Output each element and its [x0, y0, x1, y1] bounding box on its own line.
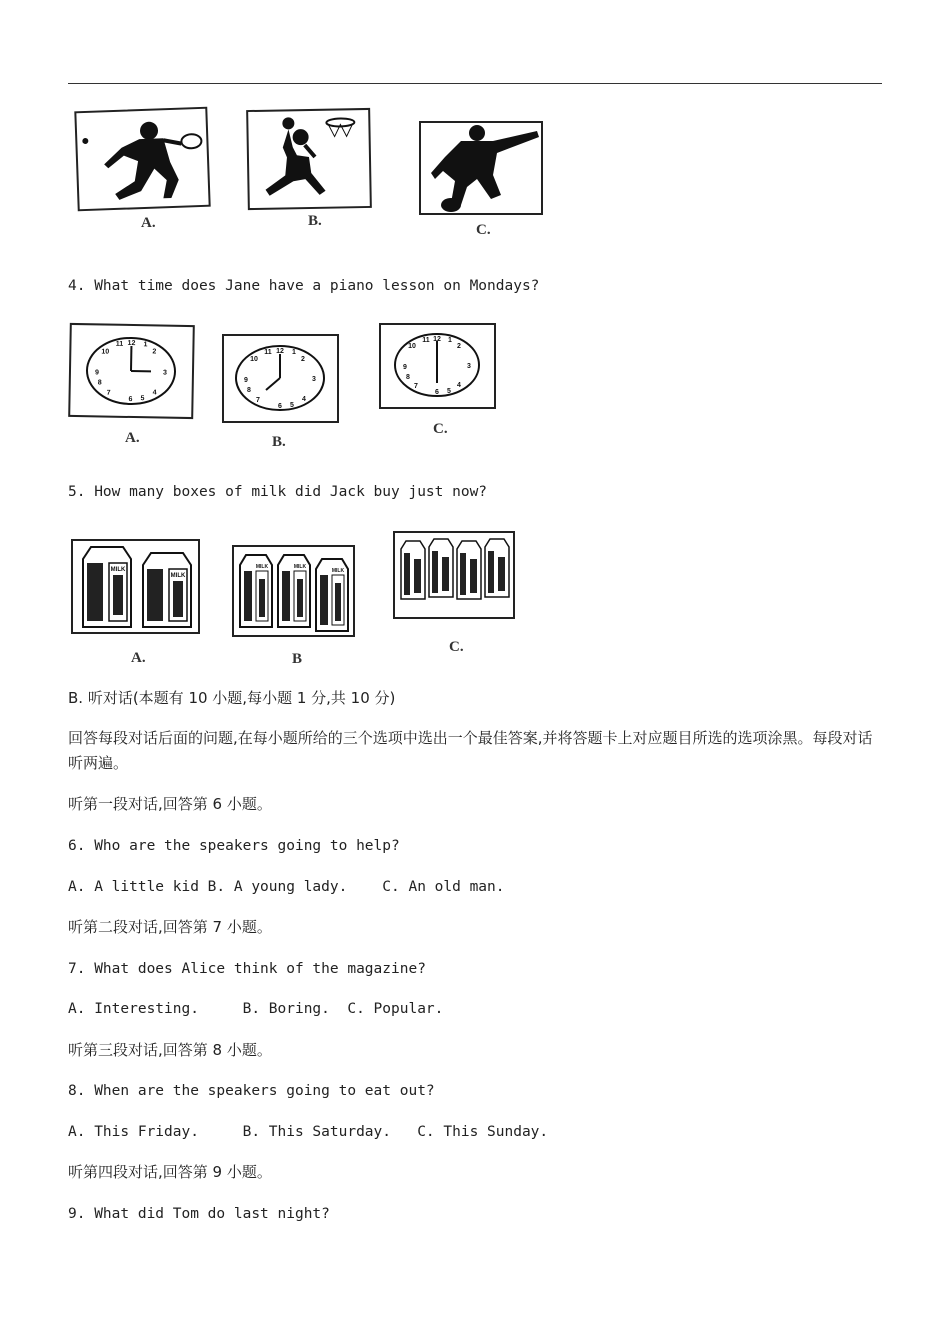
- q4-option-a-image: [68, 323, 195, 419]
- dialog-2-heading: 听第二段对话,回答第 7 小题。: [68, 918, 272, 936]
- svg-text:1: 1: [292, 349, 296, 356]
- svg-text:10: 10: [408, 343, 416, 350]
- q5-option-b-label: B: [292, 651, 303, 667]
- svg-text:9: 9: [94, 369, 99, 377]
- milk-carton-icon: [73, 541, 198, 632]
- svg-text:7: 7: [256, 397, 260, 404]
- q5-option-a-image: [71, 539, 200, 634]
- svg-text:6: 6: [278, 403, 282, 410]
- svg-text:MILK: MILK: [293, 564, 307, 570]
- svg-text:7: 7: [414, 383, 418, 390]
- q8-options: A. This Friday. B. This Saturday. C. This Sunday.: [68, 1124, 549, 1140]
- tennis-player-icon: [76, 109, 208, 209]
- milk-carton-icon: [234, 547, 353, 635]
- svg-text:3: 3: [467, 363, 471, 370]
- q3-option-a-label: A.: [141, 215, 156, 231]
- svg-text:8: 8: [406, 374, 410, 381]
- svg-text:12: 12: [276, 348, 284, 355]
- svg-text:11: 11: [422, 337, 430, 344]
- svg-text:10: 10: [101, 348, 110, 356]
- dialog-1-heading: 听第一段对话,回答第 6 小题。: [68, 795, 272, 813]
- q5-option-a-label: A.: [131, 650, 146, 666]
- q7-question: 7. What does Alice think of the magazine?: [68, 961, 426, 977]
- milk-carton-icon: [395, 533, 513, 617]
- svg-text:2: 2: [457, 343, 461, 350]
- q9-question: 9. What did Tom do last night?: [68, 1206, 330, 1222]
- svg-text:8: 8: [247, 387, 251, 394]
- svg-text:6: 6: [435, 389, 439, 396]
- q6-question: 6. Who are the speakers going to help?: [68, 838, 400, 854]
- svg-text:9: 9: [403, 364, 407, 371]
- q3-option-b-label: B.: [308, 213, 322, 229]
- clock-icon: [70, 325, 193, 417]
- q7-options: A. Interesting. B. Boring. C. Popular.: [68, 1001, 444, 1017]
- svg-text:4: 4: [457, 382, 461, 389]
- svg-text:4: 4: [302, 396, 306, 403]
- section-b-instructions: 回答每段对话后面的问题,在每小题所给的三个选项中选出一个最佳答案,并将答题卡上对应题目所选的选项涂黑。每段对话听两遍。: [68, 729, 873, 772]
- q3-option-b-image: [246, 108, 372, 210]
- soccer-player-icon: [421, 123, 541, 213]
- svg-text:MILK: MILK: [110, 567, 126, 573]
- svg-text:8: 8: [97, 379, 102, 387]
- q4-option-a-label: A.: [125, 430, 140, 446]
- q4-option-c-image: [379, 323, 496, 409]
- svg-text:5: 5: [447, 388, 451, 395]
- q4-option-b-image: [222, 334, 339, 423]
- svg-text:11: 11: [264, 349, 272, 356]
- q5-option-c-label: C.: [449, 639, 464, 655]
- svg-text:3: 3: [162, 369, 167, 377]
- svg-text:6: 6: [128, 395, 133, 404]
- dialog-3-heading: 听第三段对话,回答第 8 小题。: [68, 1041, 272, 1059]
- q3-option-c-image: [419, 121, 543, 215]
- svg-text:1: 1: [448, 337, 452, 344]
- dialog-4-heading: 听第四段对话,回答第 9 小题。: [68, 1163, 272, 1181]
- svg-text:7: 7: [106, 389, 111, 397]
- svg-text:2: 2: [301, 356, 305, 363]
- svg-text:1: 1: [143, 341, 148, 349]
- svg-text:12: 12: [433, 336, 441, 343]
- svg-text:5: 5: [290, 402, 294, 409]
- svg-text:MILK: MILK: [331, 568, 345, 574]
- svg-text:MILK: MILK: [255, 564, 269, 570]
- header-rule: [68, 83, 882, 84]
- svg-text:9: 9: [244, 377, 248, 384]
- clock-icon: [381, 325, 494, 407]
- clock-icon: [224, 336, 337, 421]
- q5-option-b-image: [232, 545, 355, 637]
- q5-question: 5. How many boxes of milk did Jack buy just now?: [68, 484, 488, 500]
- q8-question: 8. When are the speakers going to eat out?: [68, 1083, 435, 1099]
- svg-text:10: 10: [250, 356, 258, 363]
- svg-text:MILK: MILK: [170, 573, 186, 579]
- q3-option-a-image: [74, 107, 210, 212]
- q3-option-c-label: C.: [476, 222, 491, 238]
- svg-text:5: 5: [140, 395, 145, 403]
- svg-text:12: 12: [127, 339, 136, 348]
- q4-question: 4. What time does Jane have a piano lesson on Mondays?: [68, 278, 540, 294]
- section-b-title: B. 听对话(本题有 10 小题,每小题 1 分,共 10 分): [68, 689, 396, 707]
- q6-options: A. A little kid B. A young lady. C. An old man.: [68, 879, 505, 895]
- q4-option-b-label: B.: [272, 434, 286, 450]
- svg-text:11: 11: [115, 340, 124, 348]
- svg-text:4: 4: [152, 389, 157, 397]
- q4-option-c-label: C.: [433, 421, 448, 437]
- q5-option-c-image: [393, 531, 515, 619]
- svg-text:2: 2: [152, 348, 157, 356]
- svg-text:3: 3: [312, 376, 316, 383]
- basketball-player-icon: [248, 110, 370, 208]
